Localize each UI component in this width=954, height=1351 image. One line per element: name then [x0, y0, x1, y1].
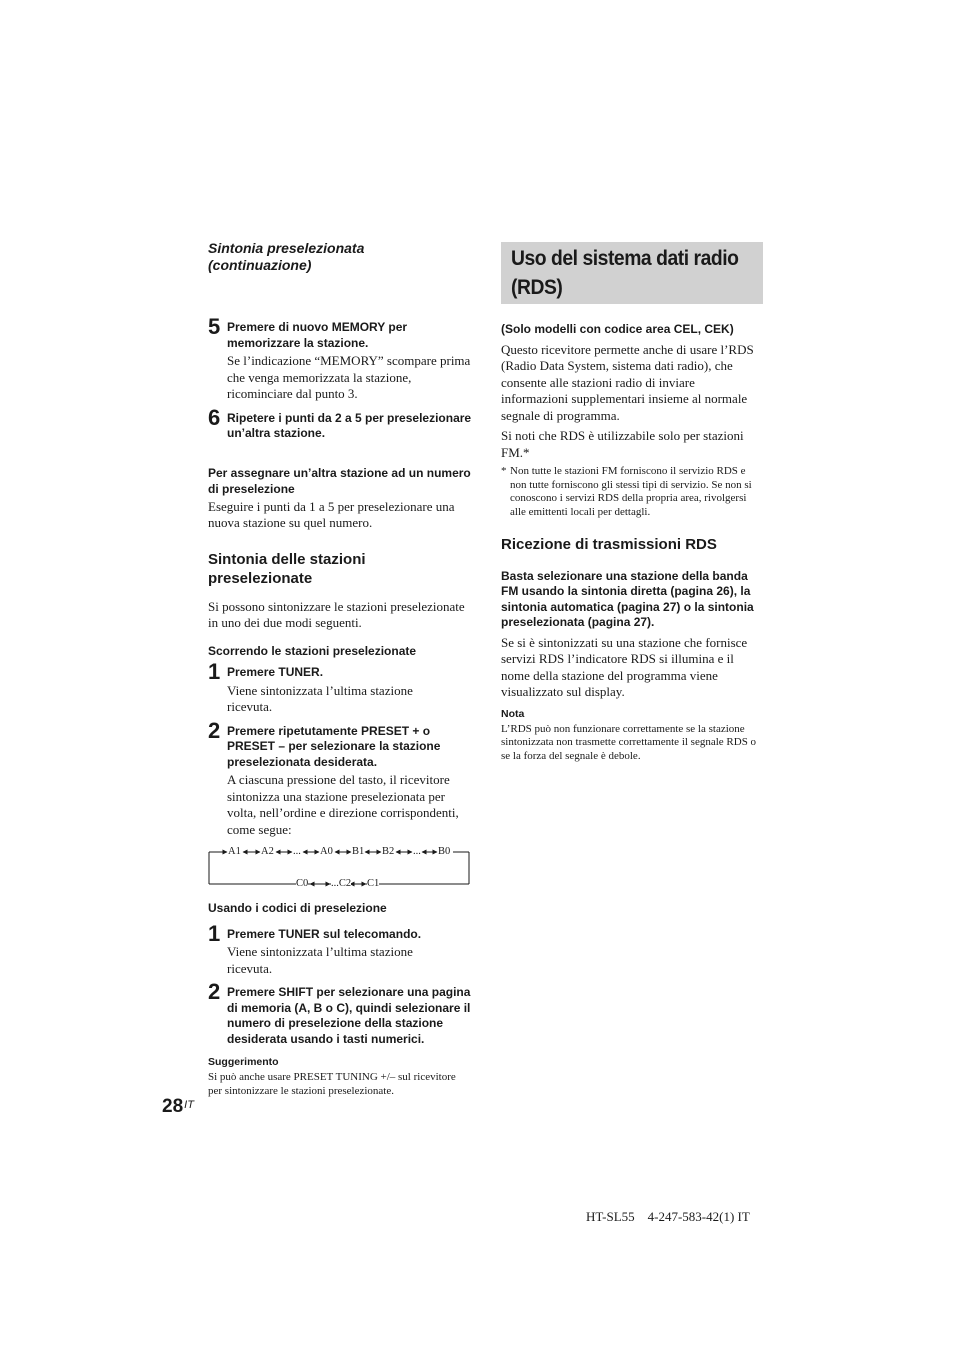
diagram-label: ... [293, 846, 301, 857]
assign-heading: Per assegnare un’altra stazione ad un numero di preselezione [208, 465, 471, 496]
step-body: Viene sintonizzata l’ultima stazione ricevuta. [227, 944, 413, 976]
footnote-text: Non tutte le stazioni FM forniscono il servizio RDS e non tutte forniscono gli stessi tipi di servizio. Se non si conoscono i servizi RDS della propria area, rivolgersi alle emittenti locali per dettagli. [510, 465, 752, 518]
assign-body: Eseguire i punti da 1 a 5 per preselezionare una nuova stazione su quel numero. [208, 498, 455, 530]
page-number-suffix: IT [184, 1099, 194, 1111]
step-codes-1 [208, 920, 472, 978]
section-title-box [501, 242, 763, 304]
step-codes-2 [208, 979, 472, 1047]
fm-note: Si noti che RDS è utilizzabile solo per stazioni FM.* [501, 428, 744, 460]
diagram-label: ...C2 [331, 878, 352, 889]
section-heading-preset-tuning: Sintonia delle stazioni preselezionate [208, 550, 366, 587]
step-title: Premere TUNER sul telecomando. [227, 926, 422, 941]
codes-heading: Usando i codici di preselezione [208, 901, 387, 915]
preset-order-diagram [208, 848, 472, 888]
diagram-label: B0 [438, 846, 451, 857]
diagram-label: A0 [320, 846, 333, 857]
section-body: Si possono sintonizzare le stazioni preselezionate in uno dei due modi seguenti. [208, 598, 465, 630]
left-column [208, 240, 472, 1098]
footnote-mark: * [501, 465, 507, 477]
step-number: 2 [208, 717, 221, 743]
step-title: Premere ripetutamente PRESET + o PRESET – per selezionare la stazione preselezionata desiderata. [227, 723, 441, 769]
step-title: Premere SHIFT per selezionare una pagina di memoria (A, B o C), quindi selezionare il numero di preselezione della stazione desiderata usando i tasti numerici. [227, 985, 471, 1046]
tip-label: Suggerimento [208, 1056, 279, 1068]
section-heading-rds-reception: Ricezione di trasmissioni RDS [501, 536, 717, 553]
diagram-label: C0 [296, 878, 309, 889]
diagram-label: B1 [352, 846, 365, 857]
tip-text: Si può anche usare PRESET TUNING +/– sul ricevitore per sintonizzare le stazioni preselezionate. [208, 1071, 456, 1097]
step-title: Premere TUNER. [227, 665, 324, 679]
rds-instruction: Basta selezionare una stazione della banda FM usando la sintonia diretta (pagina 26), la sintonia automatica (pagina 27) o la sintonia preselezionata (pagina 27). [501, 568, 754, 629]
model-code: HT-SL55 4-247-583-42(1) IT [586, 1209, 750, 1224]
page-number [162, 1096, 194, 1118]
step-number: 1 [208, 920, 221, 946]
note-label: Nota [501, 707, 525, 720]
step-title: Premere di nuovo MEMORY per memorizzare la stazione. [227, 320, 408, 350]
scroll-heading: Scorrendo le stazioni preselezionate [208, 643, 417, 658]
step-scroll-2 [208, 717, 472, 839]
right-column [501, 242, 763, 763]
rds-body: Se si è sintonizzati su una stazione che fornisce servizi RDS l’indicatore RDS si illumina e il nome della stazione del programma viene visualizzato sul display. [501, 634, 748, 699]
continued-heading: Sintonia preselezionata (continuazione) [208, 240, 365, 273]
diagram-label: ... [413, 846, 421, 857]
models-note: (Solo modelli con codice area CEL, CEK) [501, 322, 734, 336]
step-number: 1 [208, 659, 221, 684]
page-number-value: 28 [162, 1096, 184, 1117]
note-text: L’RDS può non funzionare correttamente se la stazione sintonizzata non trasmette correttamente il segnale RDS o se la forza del segnale è debole. [501, 722, 757, 762]
step-number: 2 [208, 979, 221, 1004]
step-body: A ciascuna pressione del tasto, il ricevitore sintonizza una stazione preselezionata per volta, nell’ordine e direzione corrispondenti, come segue: [227, 772, 459, 837]
step-number: 5 [208, 314, 221, 339]
diagram-label: C1 [367, 878, 380, 889]
diagram-label: B2 [382, 846, 395, 857]
step-body: Se l’indicazione “MEMORY” scompare prima che venga memorizzata la stazione, ricominciare dal punto 3. [227, 353, 471, 401]
step-5 [208, 314, 472, 403]
diagram-label: A2 [261, 846, 274, 857]
step-title: Ripetere i punti da 2 a 5 per preselezionare un’altra stazione. [227, 410, 472, 440]
step-body: Viene sintonizzata l’ultima stazione ricevuta. [227, 682, 413, 714]
step-scroll-1 [208, 659, 472, 716]
step-6 [208, 404, 472, 442]
page-title: Uso del sistema dati radio (RDS) [511, 247, 739, 299]
diagram-label: A1 [228, 846, 241, 857]
rds-intro: Questo ricevitore permette anche di usare l’RDS (Radio Data System, sistema dati radio), che consente alle stazioni radio di inviare informazioni supplementari insieme al normale segnale di programma. [501, 341, 754, 423]
footnote [501, 465, 763, 519]
step-number: 6 [208, 404, 221, 430]
